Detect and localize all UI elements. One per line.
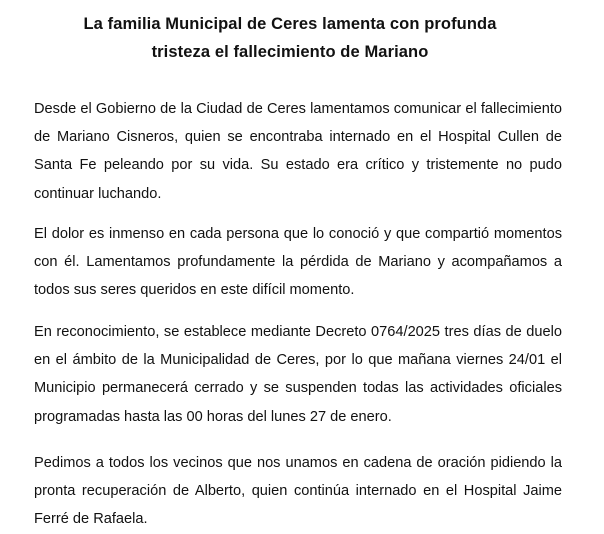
document-title-line-2: tristeza el fallecimiento de Mariano [151, 43, 429, 61]
paragraph-announcement: Desde el Gobierno de la Ciudad de Ceres lamentamos comunicar el fallecimiento de Mariano Cisneros, quien se encontraba internado en el Hospital Cullen de Santa Fe peleando por su vida. Su estado era crítico y tristemente no pudo continuar luchando. [34, 101, 562, 202]
paragraph-mourning-decree: En reconocimiento, se establece mediante Decreto 0764/2025 tres días de duelo en el ámbito de la Municipalidad de Ceres, por lo que mañana viernes 24/01 el Municipio permanecerá cerrado y se suspenden todas las actividades oficiales programadas hasta las 00 horas del lunes 27 de enero. [34, 324, 562, 425]
document-title-line-1: La familia Municipal de Ceres lamenta con profunda [83, 15, 497, 33]
paragraph-prayer-request: Pedimos a todos los vecinos que nos unamos en cadena de oración pidiendo la pronta recuperación de Alberto, quien continúa internado en el Hospital Jaime Ferré de Rafaela. [34, 455, 562, 528]
paragraph-condolences: El dolor es inmenso en cada persona que lo conoció y que compartió momentos con él. Lamentamos profundamente la pérdida de Mariano y acompañamos a todos sus seres queridos en este difícil momento. [34, 226, 562, 299]
